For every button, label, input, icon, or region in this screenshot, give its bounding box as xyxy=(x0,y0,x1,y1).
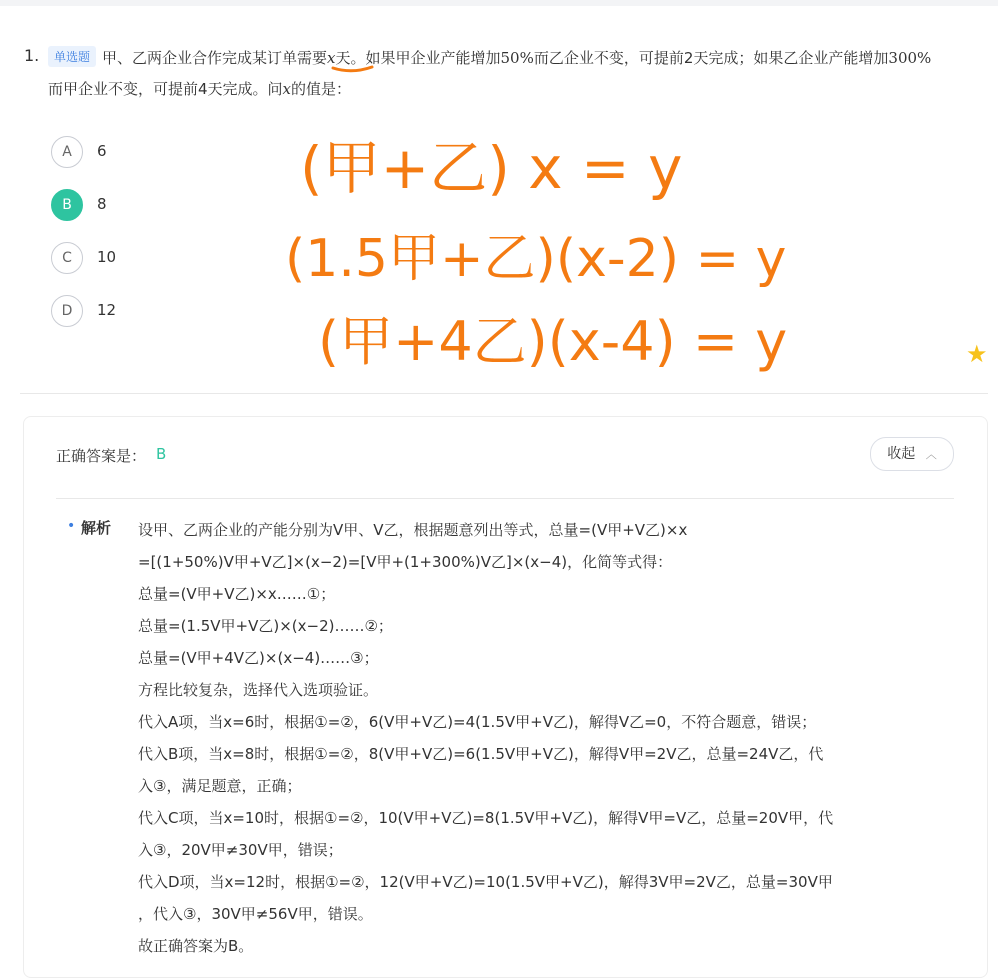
option-c-letter[interactable]: C xyxy=(51,242,83,274)
question-type-tag: 单选题 xyxy=(48,46,96,67)
bullet-dot-icon: • xyxy=(67,518,76,534)
panel-divider xyxy=(56,498,954,499)
analysis-line: 设甲、乙两企业的产能分别为V甲、V乙，根据题意列出等式，总量=(V甲+V乙)×x xyxy=(138,521,688,539)
question-number: 1. xyxy=(24,46,40,65)
option-b-value: 8 xyxy=(97,195,107,213)
analysis-line: 总量=(1.5V甲+V乙)×(x−2)……②； xyxy=(138,617,393,635)
question-text-line-1: 单选题 甲、乙两企业合作完成某订单需要x天。如果甲企业产能增加50%而乙企业不变，可提前2天完成；如果乙企业产能增加300% xyxy=(48,46,931,68)
analysis-line: 入③，20V甲≠30V甲，错误； xyxy=(138,841,343,859)
analysis-line: 方程比较复杂，选择代入选项验证。 xyxy=(138,681,379,699)
section-divider xyxy=(20,393,988,394)
correct-answer-value: B xyxy=(156,445,167,463)
option-c-value: 10 xyxy=(97,248,117,266)
handwritten-underline xyxy=(333,67,372,71)
analysis-line: 代入C项，当x=10时，根据①=②，10(V甲+V乙)=8(1.5V甲+V乙)，解得V甲=V乙，总量=20V甲，代 xyxy=(138,809,834,827)
handwritten-line-1: (甲+乙) x = y xyxy=(300,134,683,202)
analysis-line: 代入B项，当x=8时，根据①=②，8(V甲+V乙)=6(1.5V甲+V乙)，解得V甲=2V乙，总量=24V乙，代 xyxy=(138,745,824,763)
handwriting-layer xyxy=(0,0,998,400)
analysis-title: 解析 xyxy=(81,519,112,537)
handwritten-line-3: (甲+4乙)(x-4) = y xyxy=(318,310,788,373)
option-a-value: 6 xyxy=(97,142,107,160)
chevron-up-icon: ︿ xyxy=(925,448,937,461)
option-d-value: 12 xyxy=(97,301,117,319)
analysis-line: =[(1+50%)V甲+V乙]×(x−2)=[V甲+(1+300%)V乙]×(x−4)，化简等式得： xyxy=(138,553,673,571)
correct-answer-label: 正确答案是： xyxy=(56,447,147,465)
collapse-button[interactable]: 收起 ︿ xyxy=(870,437,954,471)
question-text-line-2: 而甲企业不变，可提前4天完成。问x的值是： xyxy=(48,80,352,98)
analysis-line: 故正确答案为B。 xyxy=(138,937,254,955)
analysis-line: 代入A项，当x=6时，根据①=②，6(V甲+V乙)=4(1.5V甲+V乙)，解得V乙=0，不符合题意，错误； xyxy=(138,713,817,731)
analysis-line: 代入D项，当x=12时，根据①=②，12(V甲+V乙)=10(1.5V甲+V乙)，解得3V甲=2V乙，总量=30V甲 xyxy=(138,873,833,891)
analysis-line: 总量=(V甲+4V乙)×(x−4)……③； xyxy=(138,649,379,667)
option-d-letter[interactable]: D xyxy=(51,295,83,327)
handwritten-line-2: (1.5甲+乙)(x-2) = y xyxy=(285,229,787,289)
analysis-line: ，代入③，30V甲≠56V甲，错误。 xyxy=(138,905,373,923)
favorite-star-icon[interactable]: ★ xyxy=(966,340,988,368)
analysis-line: 入③，满足题意，正确； xyxy=(138,777,302,795)
option-a-letter[interactable]: A xyxy=(51,136,83,168)
analysis-line: 总量=(V甲+V乙)×x……①； xyxy=(138,585,336,603)
option-b-letter[interactable]: B xyxy=(51,189,83,221)
